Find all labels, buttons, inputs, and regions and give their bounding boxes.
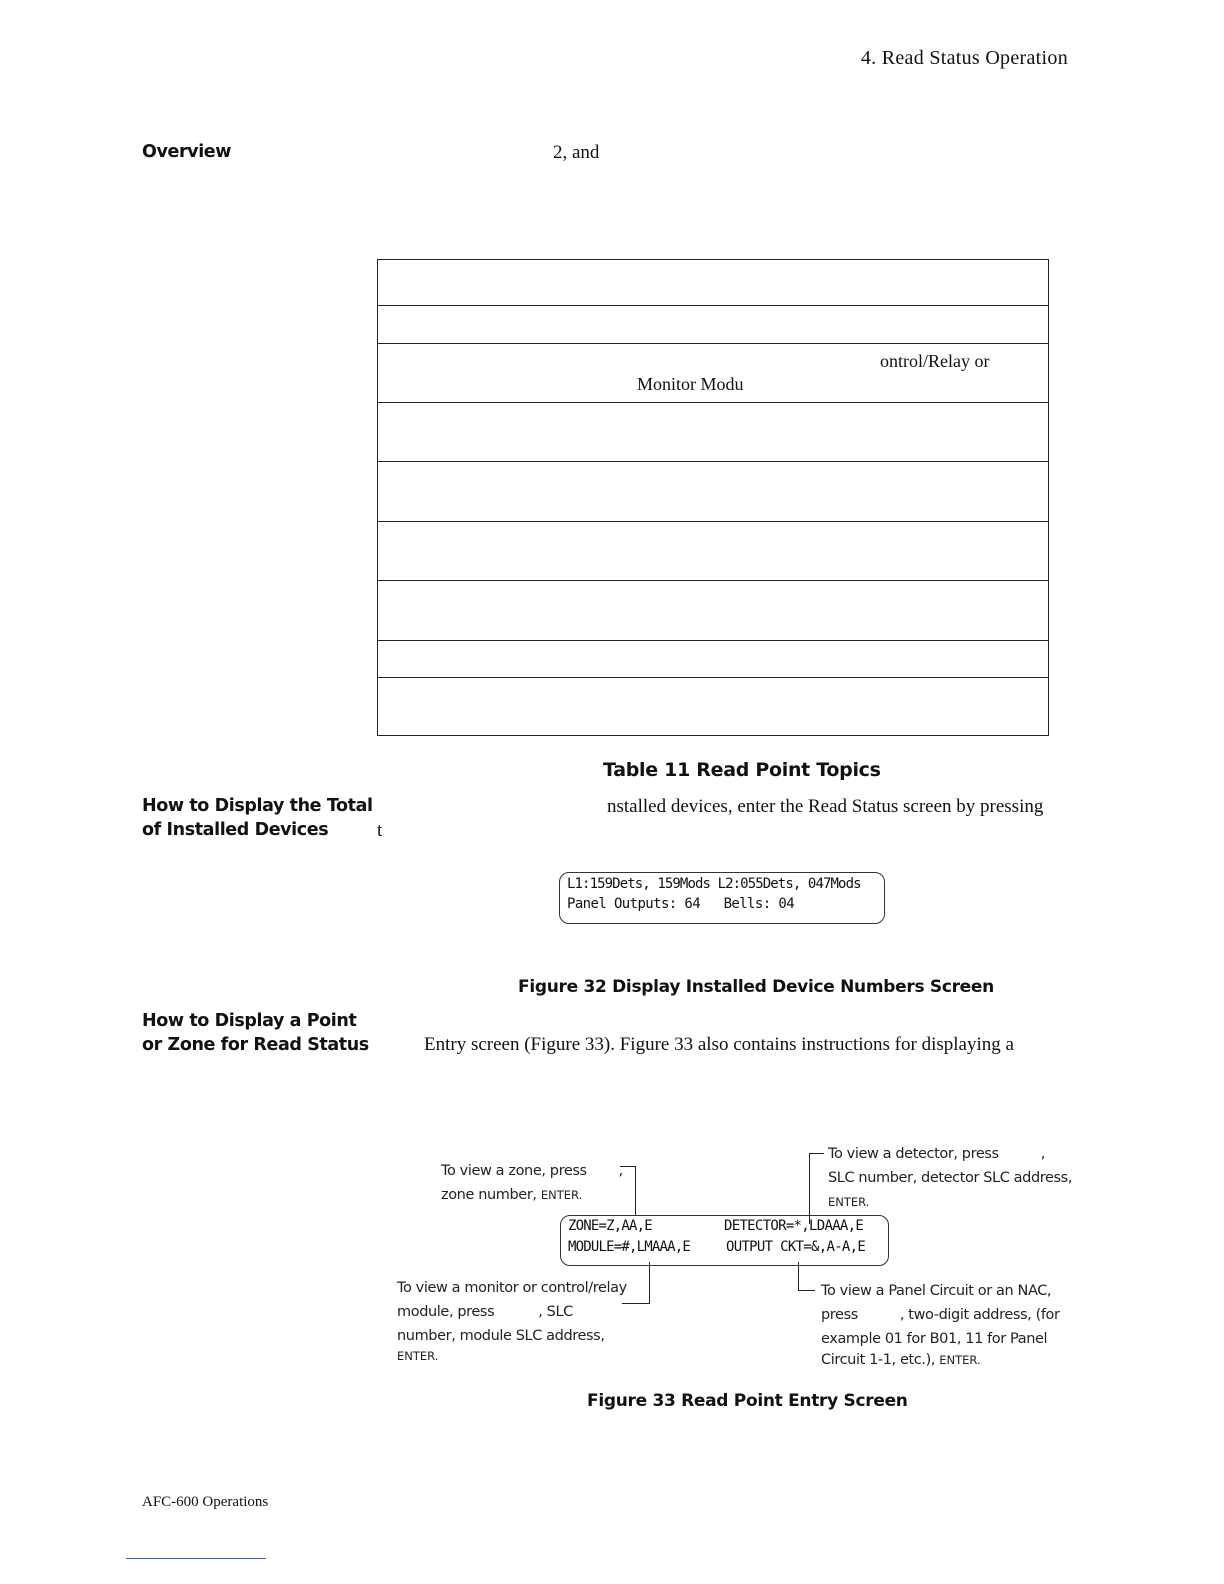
table-row-divider (378, 521, 1048, 522)
table-cell-text: ontrol/Relay or (880, 351, 990, 371)
lcd-line: OUTPUT CKT=&,A-A,E (726, 1239, 866, 1255)
figure-caption: Figure 32 Display Installed Device Numbers Screen (518, 977, 994, 997)
lcd-line: ZONE=Z,AA,E (568, 1218, 652, 1234)
enter-key-label: ENTER. (939, 1353, 981, 1367)
table-row-divider (378, 343, 1048, 344)
callout-text: example 01 for B01, 11 for Panel (821, 1331, 1048, 1347)
enter-key-label: ENTER. (828, 1195, 870, 1209)
lcd-line: Panel Outputs: 64 Bells: 04 (567, 896, 795, 912)
section-heading-total: How to Display the Total (142, 796, 373, 816)
lcd-entry-screen (560, 1215, 889, 1266)
callout-detector (828, 1142, 1072, 1214)
callout-text: number, module SLC address, (397, 1328, 605, 1344)
table-row-divider (378, 461, 1048, 462)
callout-text: Circuit 1-1, etc.), (821, 1352, 936, 1368)
callout-panel-circuit (821, 1279, 1060, 1375)
footer-rule (126, 1558, 266, 1559)
callout-text: , (1040, 1146, 1045, 1162)
lcd-line: MODULE=#,LMAAA,E (568, 1239, 691, 1255)
callout-text: To view a detector, press (828, 1146, 999, 1162)
lcd-line: L1:159Dets, 159Mods L2:055Dets, 047Mods (567, 876, 861, 892)
table-caption: Table 11 Read Point Topics (603, 759, 881, 781)
section-heading-point: How to Display a Point (142, 1011, 357, 1031)
callout-text: To view a zone, press (441, 1163, 587, 1179)
section-text: t (377, 820, 383, 841)
enter-key-label: ENTER. (397, 1349, 439, 1363)
callout-text: , SLC (538, 1304, 573, 1320)
read-point-topics-table (377, 259, 1049, 736)
figure-caption: Figure 33 Read Point Entry Screen (587, 1391, 908, 1411)
callout-text: press (821, 1307, 858, 1323)
callout-text: , (618, 1163, 623, 1179)
table-row-divider (378, 640, 1048, 641)
table-row-divider (378, 402, 1048, 403)
callout-text: To view a Panel Circuit or an NAC, (821, 1283, 1052, 1299)
enter-key-label: ENTER. (540, 1188, 583, 1202)
leader-line (809, 1153, 824, 1224)
overview-heading: Overview (142, 142, 232, 162)
section-text: Entry screen (Figure 33). Figure 33 also contains instructions for displaying a (424, 1034, 1014, 1055)
callout-module (397, 1276, 627, 1372)
leader-line (798, 1262, 815, 1291)
page-footer: AFC-600 Operations (142, 1494, 269, 1510)
section-heading-total: of Installed Devices (142, 820, 329, 840)
section-heading-point: or Zone for Read Status (142, 1035, 369, 1055)
table-row-divider (378, 677, 1048, 678)
table-row-divider (378, 305, 1048, 306)
callout-text: To view a monitor or control/relay (397, 1280, 627, 1296)
running-header: 4. Read Status Operation (860, 47, 1068, 69)
lcd-line: DETECTOR=*,LDAAA,E (724, 1218, 864, 1234)
callout-text: SLC number, detector SLC address, (828, 1170, 1073, 1186)
callout-text: zone number, (441, 1187, 537, 1203)
section-text: nstalled devices, enter the Read Status screen by pressing (607, 796, 1044, 817)
callout-text: module, press (397, 1304, 495, 1320)
overview-text: 2, and (553, 142, 600, 163)
callout-text: , two-digit address, (for (899, 1307, 1060, 1323)
callout-zone (441, 1159, 623, 1207)
lcd-display-screen (559, 872, 885, 924)
table-cell-text: Monitor Modu (637, 374, 744, 394)
table-row-divider (378, 580, 1048, 581)
